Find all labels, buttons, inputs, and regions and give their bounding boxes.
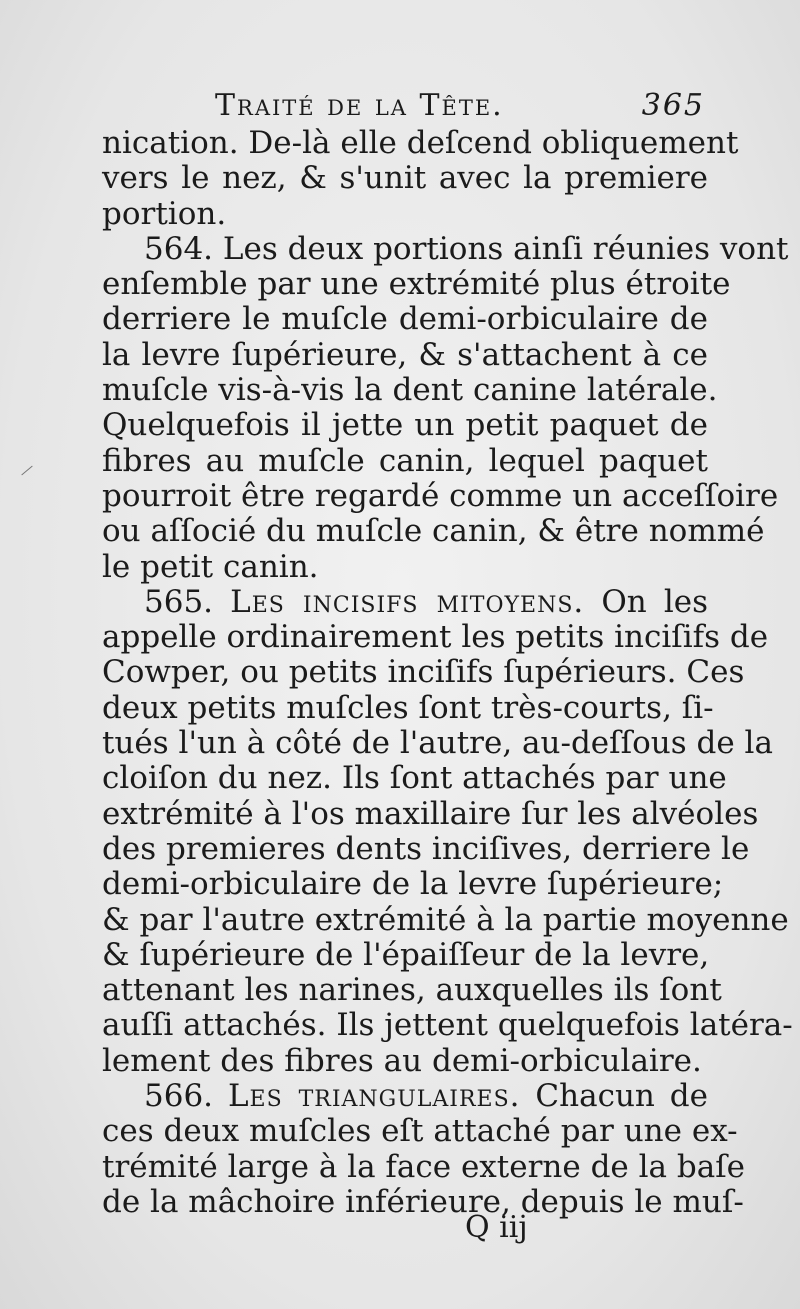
line-text: la levre ſupérieure, & s'attachent à ce [102,336,708,373]
section-heading: Les incisifs mitoyens. [230,583,585,620]
text-line [102,372,718,409]
text-line [102,230,789,267]
line-text: attenant les narines, auxquelles ils ſont [102,972,722,1009]
text-line [102,689,714,726]
line-text: Les deux portions ainſi réunies vont [222,230,789,267]
line-text: & ſupérieure de l'épaiſſeur de la levre, [102,936,710,973]
signature-mark: Q iij [465,1210,528,1245]
line-text: muſcle vis-à-vis la dent canine latérale. [102,372,718,409]
body-text [102,125,793,1220]
text-line [102,338,708,373]
line-text: demi-orbiculaire de la levre ſupérieure; [102,866,724,903]
text-line [102,901,789,938]
text-line [102,830,750,867]
page-number: 365 [641,88,705,123]
text-line [102,795,759,832]
text-line [102,408,708,443]
line-text: trémité large à la face externe de la baſe [102,1148,746,1185]
running-header [215,86,705,126]
text-line [102,585,708,620]
line-text: nication. De-là elle deſcend obliquement [102,125,739,161]
line-text: portion. [102,195,227,232]
line-text: appelle ordinairement les petits inciſifs de [102,619,769,656]
text-line [102,1113,738,1150]
text-line [102,938,708,973]
text-line [102,1183,744,1220]
line-text: cloiſon du nez. Ils ſont attachés par une [102,760,727,797]
line-text: derriere le muſcle demi-orbiculaire de [102,301,708,338]
margin-stroke [21,466,32,476]
text-line [102,654,745,691]
text-line [102,866,724,903]
text-line [102,197,708,232]
line-text: pourroit être regardé comme un acceſſoire [102,477,779,514]
text-line [102,1007,793,1044]
line-text: vers le nez, & s'unit avec la premiere [102,160,708,197]
line-text: & par l'autre extrémité à la partie moyenne [102,901,789,938]
text-line [102,550,708,585]
text-line [102,760,727,797]
line-text: Chacun de [520,1078,708,1115]
text-line [102,619,769,656]
line-text: ou aſſocié du muſcle canin, & être nommé [102,513,765,550]
line-text: ces deux muſcles eſt attaché par une ex- [102,1113,738,1150]
text-line [102,725,773,762]
line-text: auſſi attachés. Ils jettent quelquefois latéra- [102,1007,793,1044]
text-line [102,1148,746,1185]
line-text: On les [584,583,708,620]
text-line [102,266,731,303]
text-line [102,972,722,1009]
line-text: deux petits muſcles ſont très-courts, ſi- [102,689,714,726]
line-text: lement des fibres au demi-orbiculaire. [102,1042,702,1079]
section-heading: Les triangulaires. [227,1078,521,1115]
line-text: Cowper, ou petits inciſifs ſupérieurs. Ces [102,654,745,691]
text-line [102,302,708,337]
paragraph-number: 564. [144,230,223,267]
paragraph-number: 565. [144,583,231,620]
text-line [102,161,708,196]
text-line [102,444,708,479]
line-text: extrémité à l'os maxillaire ſur les alvéoles [102,795,759,832]
line-text: fibres au muſcle canin, lequel paquet [102,442,708,479]
line-text: de la mâchoire inférieure, depuis le muſ- [102,1183,744,1220]
line-text: enſemble par une extrémité plus étroite [102,266,731,303]
running-title: Traité de la Tête. [215,88,504,123]
text-line [102,477,779,514]
text-line [102,1079,708,1114]
text-line [102,125,739,161]
line-text: le petit canin. [102,548,319,585]
line-text: tués l'un à côté de l'autre, au-deſſous de la [102,725,773,762]
text-line [102,513,765,550]
line-text: des premieres dents inciſives, derriere le [102,830,750,867]
line-text: Quelquefois il jette un petit paquet de [102,407,708,444]
paragraph-number: 566. [144,1078,228,1115]
text-line [102,1044,708,1079]
